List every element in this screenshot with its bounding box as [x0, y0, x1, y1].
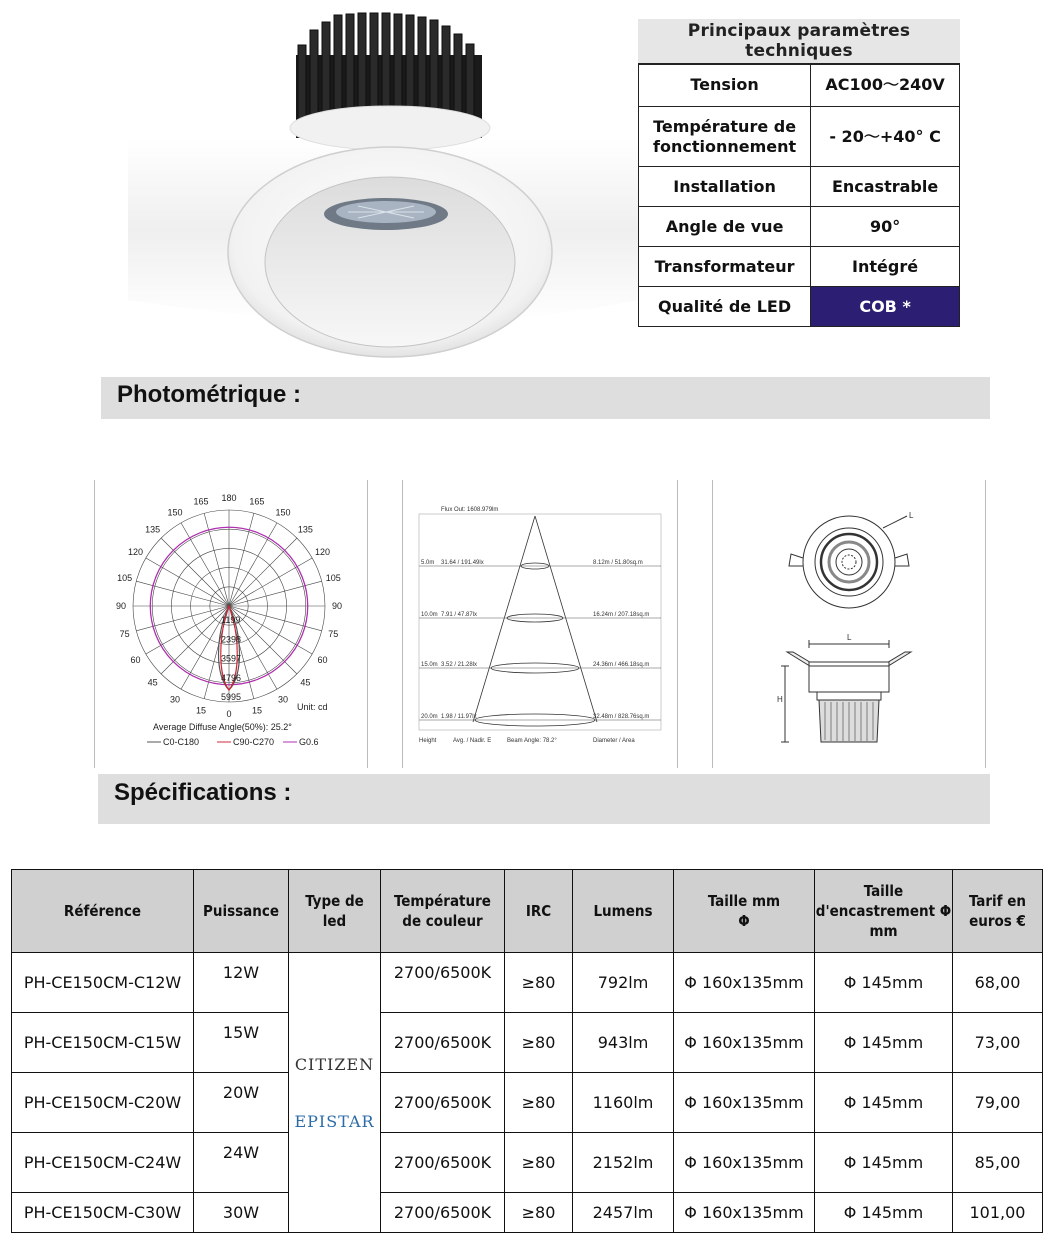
cell-irc: ≥80: [505, 1013, 573, 1073]
cone-diameter: 32.48m / 828.76sq.m: [593, 714, 650, 720]
cell-size: Φ 160x135mm: [674, 953, 815, 1013]
cell-cutout: Φ 145mm: [815, 1133, 953, 1193]
cell-irc: ≥80: [505, 1133, 573, 1193]
cell-temp: 2700/6500K: [381, 1013, 505, 1073]
polar-radial-label: 4796: [221, 672, 242, 683]
polar-angle-label: 165: [193, 496, 209, 507]
polar-angle-label: 165: [249, 496, 265, 507]
cell-lumens: 2457lm: [573, 1193, 674, 1233]
header-led-type: Type de led: [289, 870, 381, 953]
polar-angle-label: 15: [251, 705, 262, 716]
top-view: [789, 516, 909, 608]
polar-angle-label: 30: [277, 694, 289, 705]
polar-angle-label: 135: [145, 524, 161, 535]
polar-angle-label: 45: [300, 677, 311, 688]
cell-size: Φ 160x135mm: [674, 1193, 815, 1233]
brand-epistar: EPISTAR: [294, 1111, 375, 1131]
light-cone-diagram: [403, 480, 677, 768]
polar-spoke: [146, 606, 229, 654]
tech-value: Encastrable: [811, 167, 960, 207]
cone-illuminance: 1.98 / 11.97lx: [441, 714, 477, 720]
cone-illuminance: 3.52 / 21.28lx: [441, 662, 478, 668]
legend-c90: C90-C270: [233, 737, 275, 747]
polar-spoke: [229, 606, 312, 654]
cell-led-brands: [289, 953, 381, 1233]
cone-footer-diam: Diameter / Area: [593, 738, 635, 744]
tech-label: Angle de vue: [639, 207, 811, 247]
table-row: [12, 1073, 1043, 1133]
polar-angle-label: 15: [196, 705, 207, 716]
header-color-temp: Température de couleur: [381, 870, 505, 953]
cone-illuminance: 31.64 / 191.49lx: [441, 560, 484, 566]
header-irc: IRC: [505, 870, 573, 953]
polar-angle-label: 30: [169, 694, 181, 705]
polar-angle-label: 105: [325, 573, 341, 584]
tech-label: Tension: [639, 64, 811, 107]
cell-temp: 2700/6500K: [381, 1193, 505, 1233]
cell-ref: PH-CE150CM-C20W: [12, 1073, 194, 1133]
cell-irc: ≥80: [505, 953, 573, 1013]
tech-label: Température de fonctionnement: [639, 107, 811, 167]
cell-size: Φ 160x135mm: [674, 1133, 815, 1193]
polar-angle-label: 45: [147, 677, 158, 688]
polar-angle-label: 120: [315, 547, 331, 557]
photometric-heading: Photométrique :: [117, 381, 301, 408]
cone-edge: [535, 516, 597, 722]
cone-footer-beam: Beam Angle: 78.2°: [507, 738, 557, 744]
polar-caption: Average Diffuse Angle(50%): 25.2°: [153, 722, 292, 732]
cell-size: Φ 160x135mm: [674, 1073, 815, 1133]
polar-radial-label: 2398: [221, 634, 242, 645]
cell-size: Φ 160x135mm: [674, 1013, 815, 1073]
polar-angle-label: 150: [275, 507, 291, 518]
tech-value: AC100～240V: [811, 64, 960, 107]
polar-radial-label: 1199: [221, 615, 241, 626]
cell-cutout: Φ 145mm: [815, 1073, 953, 1133]
spec-header-row: [12, 870, 1043, 953]
polar-angle-label: 60: [317, 655, 328, 665]
cone-height: 15.0m: [421, 662, 438, 668]
cell-price: 73,00: [953, 1013, 1043, 1073]
tech-row: [639, 207, 960, 247]
cell-irc: ≥80: [505, 1193, 573, 1233]
tech-row: [639, 64, 960, 107]
cone-illuminance: 7.91 / 47.87lx: [441, 612, 478, 618]
cone-footer-height: Height: [419, 738, 437, 744]
polar-spoke: [146, 558, 229, 606]
polar-spoke: [161, 538, 229, 606]
table-row: [12, 1193, 1043, 1233]
polar-angle-label: 180: [221, 493, 237, 503]
cone-flux: Flux Out: 1608.979lm: [441, 507, 499, 513]
cell-temp: 2700/6500K: [381, 953, 505, 1013]
cell-power: 12W: [194, 953, 289, 1013]
cone-height: 20.0m: [421, 714, 438, 720]
polar-legend: [147, 737, 319, 747]
cone-edge: [473, 516, 535, 722]
table-row: [12, 1013, 1043, 1073]
dim-h-side: H: [777, 695, 783, 704]
specs-heading: Spécifications :: [114, 779, 292, 806]
cell-ref: PH-CE150CM-C24W: [12, 1133, 194, 1193]
polar-angle-label: 60: [130, 655, 141, 665]
spec-table: [11, 869, 1043, 1233]
tech-label: Transformateur: [639, 247, 811, 287]
table-row: [12, 1133, 1043, 1193]
polar-angle-label: 135: [297, 524, 313, 535]
cell-power: 20W: [194, 1073, 289, 1133]
polar-angle-label: 75: [119, 628, 130, 639]
light-cone-panel: [402, 480, 678, 768]
polar-angle-label: 105: [117, 573, 133, 584]
table-row: [12, 953, 1043, 1013]
polar-angle-label: 0: [226, 709, 232, 719]
cell-price: 101,00: [953, 1193, 1043, 1233]
cone-footer-avg: Avg. / Nadir. E: [453, 738, 492, 744]
dimension-drawing: [713, 480, 985, 768]
cell-temp: 2700/6500K: [381, 1073, 505, 1133]
cell-power: 15W: [194, 1013, 289, 1073]
cell-temp: 2700/6500K: [381, 1133, 505, 1193]
cell-lumens: 792lm: [573, 953, 674, 1013]
cell-lumens: 2152lm: [573, 1133, 674, 1193]
header-reference: Référence: [12, 870, 194, 953]
polar-radial-label: 3597: [221, 653, 242, 664]
tech-label: Qualité de LED: [639, 287, 811, 327]
polar-angle-label: 75: [328, 628, 339, 639]
led-quality-value: COB *: [811, 287, 960, 327]
polar-spoke: [229, 523, 277, 606]
cell-lumens: 1160lm: [573, 1073, 674, 1133]
cone-diameter: 8.12m / 51.80sq.m: [593, 560, 643, 566]
cell-price: 79,00: [953, 1073, 1043, 1133]
cell-power: 24W: [194, 1133, 289, 1193]
tech-row: [639, 287, 960, 327]
cell-ref: PH-CE150CM-C15W: [12, 1013, 194, 1073]
dim-l-top: L: [909, 511, 914, 520]
side-view: [781, 640, 911, 742]
cell-ref: PH-CE150CM-C12W: [12, 953, 194, 1013]
cell-lumens: 943lm: [573, 1013, 674, 1073]
cell-cutout: Φ 145mm: [815, 953, 953, 1013]
cell-irc: ≥80: [505, 1073, 573, 1133]
tech-params-title: Principaux paramètres techniques: [639, 20, 960, 64]
cone-height: 10.0m: [421, 612, 438, 618]
cone-height: 5.0m: [421, 560, 435, 566]
polar-angle-label: 150: [167, 507, 183, 518]
polar-diagram-panel: [94, 480, 368, 768]
specs-section-bar: [98, 774, 990, 824]
legend-c0: C0-C180: [163, 737, 200, 747]
polar-spoke: [181, 523, 229, 606]
header-lumens: Lumens: [573, 870, 674, 953]
cone-footer: [419, 738, 635, 744]
header-size: Taille mm Φ: [674, 870, 815, 953]
cell-price: 68,00: [953, 953, 1043, 1013]
cell-cutout: Φ 145mm: [815, 1013, 953, 1073]
tech-value: 90°: [811, 207, 960, 247]
photometric-section-bar: [101, 377, 990, 419]
polar-radial-label: 5995: [221, 692, 242, 702]
dimension-drawing-panel: [712, 480, 986, 768]
polar-angle-label: 90: [331, 601, 343, 611]
cell-cutout: Φ 145mm: [815, 1193, 953, 1233]
header-power: Puissance: [194, 870, 289, 953]
polar-unit: Unit: cd: [297, 702, 328, 712]
polar-spoke: [229, 538, 297, 606]
polar-spoke: [229, 558, 312, 606]
header-price: Tarif en euros €: [953, 870, 1043, 953]
tech-value: Intégré: [811, 247, 960, 287]
cone-diameter: 16.24m / 207.18sq.m: [593, 612, 650, 618]
polar-angle-label: 120: [127, 547, 143, 557]
tech-params-table: [638, 19, 960, 327]
brand-citizen: CITIZEN: [294, 1054, 375, 1074]
polar-angle-label: 90: [115, 601, 127, 611]
header-cutout: Taille d'encastrement Φ mm: [815, 870, 953, 953]
polar-diagram: [95, 480, 367, 768]
tech-row: [639, 167, 960, 207]
tech-label: Installation: [639, 167, 811, 207]
cell-price: 85,00: [953, 1133, 1043, 1193]
cell-power: 30W: [194, 1193, 289, 1233]
tech-row: [639, 247, 960, 287]
cell-ref: PH-CE150CM-C30W: [12, 1193, 194, 1233]
tech-row: [639, 107, 960, 167]
tech-value: - 20～+40° C: [811, 107, 960, 167]
cone-diameter: 24.36m / 466.18sq.m: [593, 662, 650, 668]
dim-l-side: L: [847, 633, 852, 642]
legend-g06: G0.6: [299, 737, 319, 747]
product-photo: [128, 0, 638, 360]
